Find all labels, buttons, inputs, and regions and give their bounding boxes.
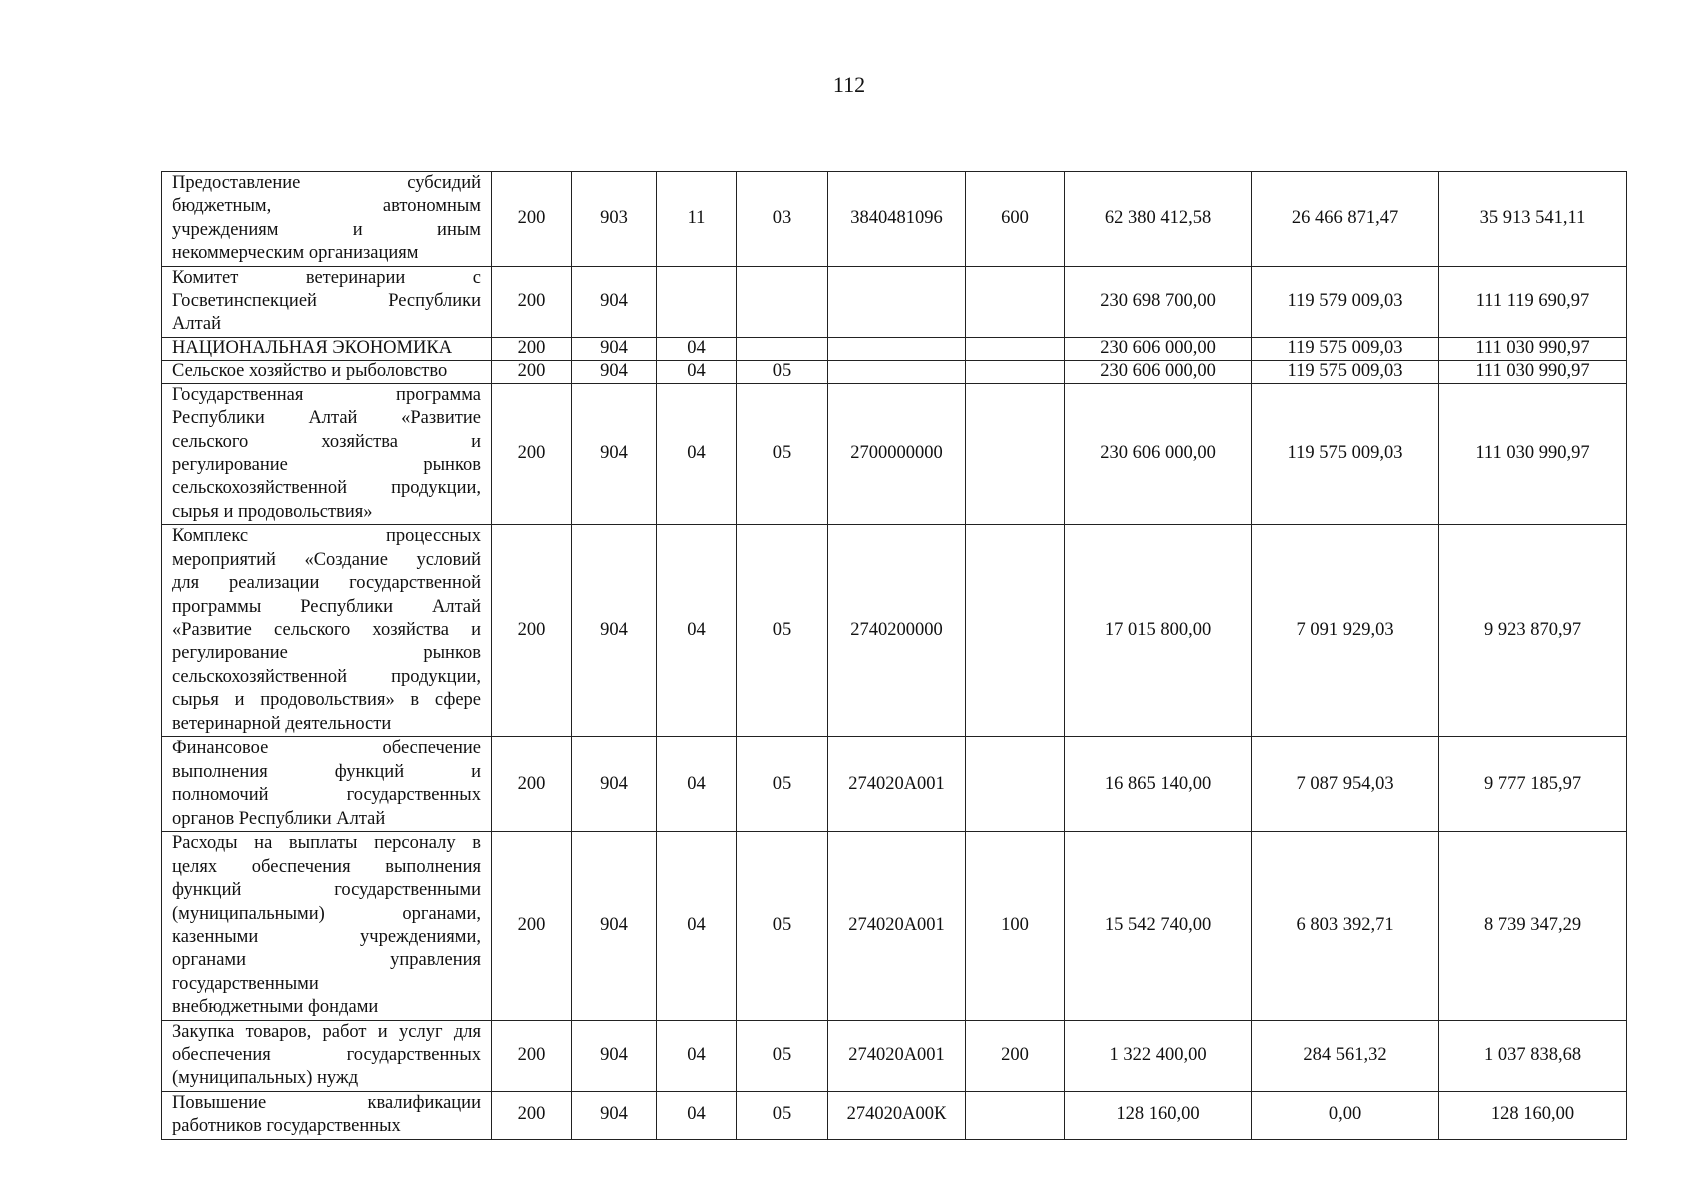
ministry-code-cell: 904 xyxy=(572,832,657,1020)
section-cell: 04 xyxy=(657,383,737,524)
row-name-line: целях обеспечения выполнения xyxy=(172,856,481,877)
target-article-cell: 274020А00К xyxy=(828,1091,966,1139)
expense-type-cell xyxy=(966,337,1065,360)
executed-amount-cell: 284 561,32 xyxy=(1252,1020,1439,1091)
row-name-line: мероприятий «Создание условий xyxy=(172,549,481,570)
expense-type-cell xyxy=(966,383,1065,524)
row-name-line: Сельское хозяйство и рыболовство xyxy=(172,360,448,381)
ministry-code-cell: 904 xyxy=(572,337,657,360)
row-name-line: программы Республики Алтай xyxy=(172,596,481,617)
section-cell: 11 xyxy=(657,172,737,267)
table-row xyxy=(162,337,1627,360)
subsection-cell xyxy=(737,337,828,360)
row-name-line: Комплекс процессных xyxy=(172,526,481,547)
row-name-line: Алтай xyxy=(172,314,222,335)
remaining-amount-cell: 128 160,00 xyxy=(1439,1091,1627,1139)
row-name-line: сельскохозяйственной продукции, xyxy=(172,666,481,687)
executed-amount-cell: 7 087 954,03 xyxy=(1252,737,1439,832)
row-name-cell xyxy=(162,737,492,832)
subsection-cell: 05 xyxy=(737,1020,828,1091)
remaining-amount-cell: 1 037 838,68 xyxy=(1439,1020,1627,1091)
expense-type-cell xyxy=(966,1091,1065,1139)
row-name-line: сырья и продовольствия» в сфере xyxy=(172,690,481,711)
plan-amount-cell: 230 606 000,00 xyxy=(1065,360,1252,383)
row-name-line: органами управления xyxy=(172,950,481,971)
remaining-amount-cell: 9 923 870,97 xyxy=(1439,525,1627,737)
row-name-line: (муниципальных) нужд xyxy=(172,1068,359,1089)
admin-code-cell: 200 xyxy=(492,525,572,737)
subsection-cell: 05 xyxy=(737,383,828,524)
row-name-line: государственными xyxy=(172,973,319,994)
plan-amount-cell: 16 865 140,00 xyxy=(1065,737,1252,832)
row-name-cell xyxy=(162,266,492,337)
admin-code-cell: 200 xyxy=(492,737,572,832)
section-cell: 04 xyxy=(657,737,737,832)
section-cell xyxy=(657,266,737,337)
row-name-cell xyxy=(162,832,492,1020)
row-name-line: Государственная программа xyxy=(172,384,481,405)
admin-code-cell: 200 xyxy=(492,832,572,1020)
row-name-line: некоммерческим организациям xyxy=(172,243,419,264)
row-name-line: Предоставление субсидий xyxy=(172,173,481,193)
expense-type-cell xyxy=(966,525,1065,737)
row-name-line: для реализации государственной xyxy=(172,573,481,594)
table-row xyxy=(162,525,1627,737)
subsection-cell: 05 xyxy=(737,832,828,1020)
admin-code-cell: 200 xyxy=(492,266,572,337)
admin-code-cell: 200 xyxy=(492,1091,572,1139)
admin-code-cell: 200 xyxy=(492,172,572,267)
ministry-code-cell: 904 xyxy=(572,383,657,524)
row-name-line: Повышение квалификации xyxy=(172,1092,481,1113)
row-name-cell xyxy=(162,1091,492,1139)
target-article-cell: 274020А001 xyxy=(828,1020,966,1091)
expense-type-cell: 100 xyxy=(966,832,1065,1020)
target-article-cell xyxy=(828,266,966,337)
plan-amount-cell: 230 698 700,00 xyxy=(1065,266,1252,337)
admin-code-cell: 200 xyxy=(492,360,572,383)
plan-amount-cell: 128 160,00 xyxy=(1065,1091,1252,1139)
table-row xyxy=(162,737,1627,832)
remaining-amount-cell: 111 119 690,97 xyxy=(1439,266,1627,337)
remaining-amount-cell: 111 030 990,97 xyxy=(1439,383,1627,524)
table-row xyxy=(162,832,1627,1020)
page-number: 112 xyxy=(832,72,866,97)
row-name-cell xyxy=(162,383,492,524)
expense-type-cell xyxy=(966,737,1065,832)
admin-code-cell: 200 xyxy=(492,383,572,524)
table-row xyxy=(162,1020,1627,1091)
ministry-code-cell: 904 xyxy=(572,360,657,383)
row-name-line: функций государственными xyxy=(172,880,481,901)
subsection-cell: 05 xyxy=(737,1091,828,1139)
row-name-line: казенными учреждениями, xyxy=(172,926,481,947)
table-row xyxy=(162,360,1627,383)
row-name-line: бюджетным, автономным xyxy=(172,196,481,217)
table-body xyxy=(162,172,1627,1140)
row-name-line: обеспечения государственных xyxy=(172,1044,481,1065)
executed-amount-cell: 119 575 009,03 xyxy=(1252,360,1439,383)
row-name-line: НАЦИОНАЛЬНАЯ ЭКОНОМИКА xyxy=(172,337,453,358)
target-article-cell: 3840481096 xyxy=(828,172,966,267)
admin-code-cell: 200 xyxy=(492,337,572,360)
ministry-code-cell: 904 xyxy=(572,737,657,832)
table-row xyxy=(162,383,1627,524)
executed-amount-cell: 119 575 009,03 xyxy=(1252,383,1439,524)
target-article-cell: 274020А001 xyxy=(828,737,966,832)
row-name-cell xyxy=(162,337,492,360)
row-name-line: сельского хозяйства и xyxy=(172,431,481,452)
ministry-code-cell: 904 xyxy=(572,1020,657,1091)
section-cell: 04 xyxy=(657,1091,737,1139)
table-row xyxy=(162,1091,1627,1139)
target-article-cell xyxy=(828,360,966,383)
row-name-cell xyxy=(162,1020,492,1091)
ministry-code-cell: 904 xyxy=(572,1091,657,1139)
executed-amount-cell: 6 803 392,71 xyxy=(1252,832,1439,1020)
executed-amount-cell: 26 466 871,47 xyxy=(1252,172,1439,267)
row-name-line: выполнения функций и xyxy=(172,761,481,782)
row-name-line: регулирование рынков xyxy=(172,643,481,664)
row-name-line: Финансовое обеспечение xyxy=(172,738,481,759)
row-name-line: (муниципальными) органами, xyxy=(172,903,481,924)
row-name-cell xyxy=(162,525,492,737)
plan-amount-cell: 17 015 800,00 xyxy=(1065,525,1252,737)
admin-code-cell: 200 xyxy=(492,1020,572,1091)
row-name-line: работников государственных xyxy=(172,1116,401,1137)
row-name-line: внебюджетными фондами xyxy=(172,997,379,1018)
row-name-line: Расходы на выплаты персоналу в xyxy=(172,833,481,854)
executed-amount-cell: 119 579 009,03 xyxy=(1252,266,1439,337)
row-name-line: полномочий государственных xyxy=(172,785,481,806)
table-row xyxy=(162,172,1627,267)
row-name-line: Закупка товаров, работ и услуг для xyxy=(172,1021,481,1042)
section-cell: 04 xyxy=(657,360,737,383)
remaining-amount-cell: 111 030 990,97 xyxy=(1439,337,1627,360)
remaining-amount-cell: 9 777 185,97 xyxy=(1439,737,1627,832)
subsection-cell: 05 xyxy=(737,525,828,737)
row-name-line: сырья и продовольствия» xyxy=(172,501,373,522)
row-name-line: Республики Алтай «Развитие xyxy=(172,408,481,429)
row-name-line: «Развитие сельского хозяйства и xyxy=(172,619,481,640)
ministry-code-cell: 903 xyxy=(572,172,657,267)
row-name-line: ветеринарной деятельности xyxy=(172,713,392,734)
plan-amount-cell: 1 322 400,00 xyxy=(1065,1020,1252,1091)
plan-amount-cell: 62 380 412,58 xyxy=(1065,172,1252,267)
row-name-line: учреждениям и иным xyxy=(172,219,481,240)
executed-amount-cell: 7 091 929,03 xyxy=(1252,525,1439,737)
section-cell: 04 xyxy=(657,1020,737,1091)
executed-amount-cell: 119 575 009,03 xyxy=(1252,337,1439,360)
ministry-code-cell: 904 xyxy=(572,266,657,337)
table-row xyxy=(162,266,1627,337)
budget-table xyxy=(161,171,1627,1140)
plan-amount-cell: 15 542 740,00 xyxy=(1065,832,1252,1020)
row-name-line: Госветинспекцией Республики xyxy=(172,291,481,312)
target-article-cell: 2700000000 xyxy=(828,383,966,524)
row-name-cell xyxy=(162,172,492,267)
plan-amount-cell: 230 606 000,00 xyxy=(1065,383,1252,524)
plan-amount-cell: 230 606 000,00 xyxy=(1065,337,1252,360)
remaining-amount-cell: 8 739 347,29 xyxy=(1439,832,1627,1020)
row-name-line: органов Республики Алтай xyxy=(172,808,386,829)
row-name-line: регулирование рынков xyxy=(172,455,481,476)
ministry-code-cell: 904 xyxy=(572,525,657,737)
row-name-cell xyxy=(162,360,492,383)
section-cell: 04 xyxy=(657,525,737,737)
remaining-amount-cell: 111 030 990,97 xyxy=(1439,360,1627,383)
remaining-amount-cell: 35 913 541,11 xyxy=(1439,172,1627,267)
expense-type-cell: 200 xyxy=(966,1020,1065,1091)
section-cell: 04 xyxy=(657,832,737,1020)
subsection-cell: 05 xyxy=(737,737,828,832)
subsection-cell: 03 xyxy=(737,172,828,267)
expense-type-cell xyxy=(966,266,1065,337)
target-article-cell: 274020А001 xyxy=(828,832,966,1020)
subsection-cell xyxy=(737,266,828,337)
section-cell: 04 xyxy=(657,337,737,360)
expense-type-cell: 600 xyxy=(966,172,1065,267)
row-name-line: сельскохозяйственной продукции, xyxy=(172,478,481,499)
expense-type-cell xyxy=(966,360,1065,383)
row-name-line: Комитет ветеринарии с xyxy=(172,267,481,288)
target-article-cell xyxy=(828,337,966,360)
executed-amount-cell: 0,00 xyxy=(1252,1091,1439,1139)
target-article-cell: 2740200000 xyxy=(828,525,966,737)
subsection-cell: 05 xyxy=(737,360,828,383)
